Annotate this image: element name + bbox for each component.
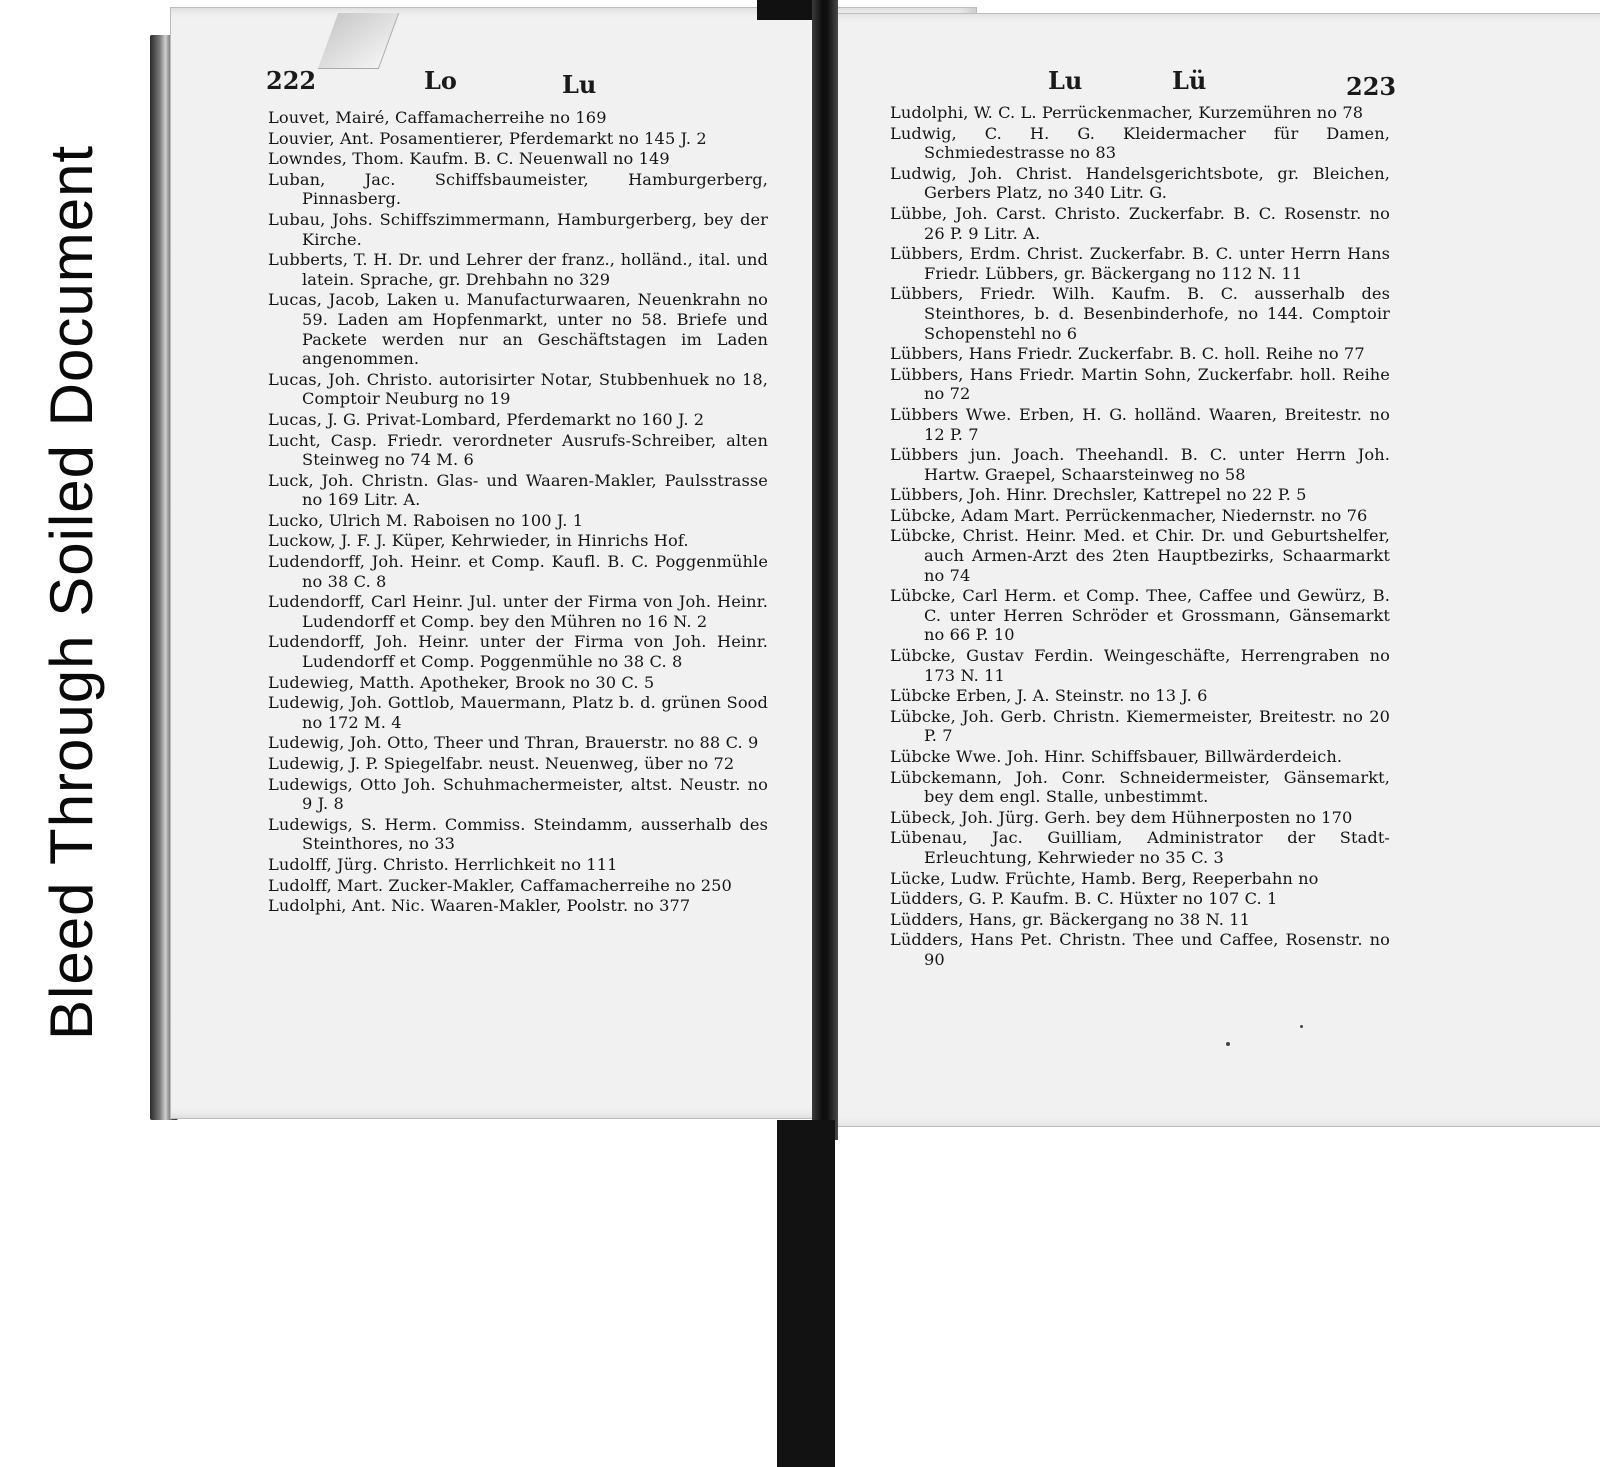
directory-entry: Lübcke, Carl Herm. et Comp. Thee, Caffee und Gewürz, B. C. unter Herren Schröder et Grossmann, Gänsemarkt no 66 P. 10 [890, 586, 1390, 645]
directory-entry: Lucas, J. G. Privat-Lombard, Pferdemarkt no 160 J. 2 [268, 409, 705, 429]
directory-entry: Lubberts, T. H. Dr. und Lehrer der franz., holländ., ital. und latein. Sprache, gr. Drehbahn no 329 [268, 250, 768, 289]
directory-entry: Lübbe, Joh. Carst. Christo. Zuckerfabr. B. C. Rosenstr. no 26 P. 9 Litr. A. [890, 203, 1390, 243]
left-entry-list [268, 108, 768, 917]
directory-entry: Lucas, Joh. Christo. autorisirter Notar, Stubbenhuek no 18, Comptoir Neuburg no 19 [268, 369, 768, 409]
directory-entry: Ludewig, J. P. Spiegelfabr. neust. Neuenweg, über no 72 [268, 754, 735, 773]
directory-entry: Lucas, Jacob, Laken u. Manufacturwaaren, Neuenkrahn no 59. Laden am Hopfenmarkt, unter no 58. Briefe und Packete werden nur an Geschäftstagen im Laden angenommen. [268, 290, 768, 369]
bookmark-ribbon [777, 1120, 835, 1467]
directory-entry: Lübcke, Adam Mart. Perrückenmacher, Niedernstr. no 76 [890, 505, 1368, 525]
directory-entry: Lübbers jun. Joach. Theehandl. B. C. unter Herrn Joh. Hartw. Graepel, Schaarsteinweg no 58 [890, 445, 1390, 484]
directory-entry: Ludolff, Mart. Zucker-Makler, Caffamacherreihe no 250 [268, 875, 732, 895]
left-heading-left: Lo [424, 66, 457, 95]
directory-entry: Ludendorff, Joh. Heinr. et Comp. Kaufl. B. C. Poggenmühle no 38 C. 8 [268, 552, 768, 591]
directory-entry: Luban, Jac. Schiffsbaumeister, Hamburgerberg, Pinnasberg. [268, 169, 768, 209]
directory-entry: Lüdders, G. P. Kaufm. B. C. Hüxter no 107 C. 1 [890, 889, 1278, 909]
directory-entry: Louvier, Ant. Posamentierer, Pferdemarkt no 145 J. 2 [268, 128, 707, 148]
directory-entry: Lucht, Casp. Friedr. verordneter Ausrufs-Schreiber, alten Steinweg no 74 M. 6 [268, 430, 768, 470]
directory-entry: Ludolphi, W. C. L. Perrückenmacher, Kurzemühren no 78 [890, 103, 1364, 122]
directory-entry: Ludewigs, S. Herm. Commiss. Steindamm, ausserhalb des Steinthores, no 33 [268, 814, 768, 854]
right-entry-list [890, 103, 1390, 971]
directory-entry: Lüdders, Hans Pet. Christn. Thee und Caffee, Rosenstr. no 90 [890, 930, 1390, 969]
directory-entry: Lübbers, Erdm. Christ. Zuckerfabr. B. C. unter Herrn Hans Friedr. Lübbers, gr. Bäckergang no 112 N. 11 [890, 244, 1390, 283]
soil-speck [1226, 1042, 1230, 1046]
directory-entry: Lucko, Ulrich M. Raboisen no 100 J. 1 [268, 510, 584, 530]
book-gutter [812, 0, 838, 1140]
directory-entry: Ludwig, C. H. G. Kleidermacher für Damen, Schmiedestrasse no 83 [890, 123, 1390, 163]
directory-entry: Lübcke Erben, J. A. Steinstr. no 13 J. 6 [890, 686, 1208, 706]
soil-speck [1300, 1025, 1303, 1028]
directory-entry: Ludewigs, Otto Joh. Schuhmachermeister, altst. Neustr. no 9 J. 8 [268, 774, 768, 814]
directory-entry: Louvet, Mairé, Caffamacherreihe no 169 [268, 108, 607, 127]
directory-entry: Lübeck, Joh. Jürg. Gerh. bey dem Hühnerposten no 170 [890, 807, 1353, 827]
directory-entry: Lübbers, Joh. Hinr. Drechsler, Kattrepel no 22 P. 5 [890, 485, 1307, 505]
directory-entry: Ludendorff, Joh. Heinr. unter der Firma von Joh. Heinr. Ludendorff et Comp. Poggenmühle no 38 C. 8 [268, 632, 768, 672]
directory-entry: Ludolphi, Ant. Nic. Waaren-Makler, Poolstr. no 377 [268, 896, 691, 916]
stamp-text: Bleed Through Soiled Document [38, 144, 105, 1040]
directory-entry: Lübcke Wwe. Joh. Hinr. Schiffsbauer, Billwärderdeich. [890, 747, 1343, 766]
directory-entry: Lübckemann, Joh. Conr. Schneidermeister, Gänsemarkt, bey dem engl. Stalle, unbestimmt. [890, 767, 1390, 807]
directory-entry: Lübbers, Hans Friedr. Martin Sohn, Zuckerfabr. holl. Reihe no 72 [890, 364, 1390, 404]
directory-entry: Luck, Joh. Christn. Glas- und Waaren-Makler, Paulsstrasse no 169 Litr. A. [268, 470, 768, 510]
directory-entry: Lücke, Ludw. Früchte, Hamb. Berg, Reeperbahn no [890, 868, 1319, 888]
directory-entry: Lubau, Johs. Schiffszimmermann, Hamburgerberg, bey der Kirche. [268, 209, 768, 249]
directory-entry: Lüdders, Hans, gr. Bäckergang no 38 N. 11 [890, 909, 1251, 929]
directory-entry: Ludwig, Joh. Christ. Handelsgerichtsbote, gr. Bleichen, Gerbers Platz, no 340 Litr. G. [890, 163, 1390, 203]
vertical-stamp [38, 30, 118, 1040]
directory-entry: Ludolff, Jürg. Christo. Herrlichkeit no 111 [268, 854, 618, 874]
right-heading-right: Lü [1172, 66, 1207, 95]
directory-entry: Lübenau, Jac. Guilliam, Administrator der Stadt-Erleuchtung, Kehrwieder no 35 C. 3 [890, 828, 1390, 867]
right-heading-left: Lu [1048, 66, 1083, 95]
left-page-number: 222 [266, 66, 317, 95]
directory-entry: Lübcke, Christ. Heinr. Med. et Chir. Dr. und Geburtshelfer, auch Armen-Arzt des 2ten Hauptbezirks, Schaarmarkt no 74 [890, 526, 1390, 585]
directory-entry: Lübbers Wwe. Erben, H. G. holländ. Waaren, Breitestr. no 12 P. 7 [890, 404, 1390, 444]
directory-entry: Ludewieg, Matth. Apotheker, Brook no 30 C. 5 [268, 672, 655, 692]
directory-entry: Lübbers, Hans Friedr. Zuckerfabr. B. C. holl. Reihe no 77 [890, 344, 1365, 364]
directory-entry: Lübcke, Joh. Gerb. Christn. Kiemermeister, Breitestr. no 20 P. 7 [890, 706, 1390, 746]
directory-entry: Ludendorff, Carl Heinr. Jul. unter der Firma von Joh. Heinr. Ludendorff et Comp. bey den Mühren no 16 N. 2 [268, 592, 768, 631]
directory-entry: Luckow, J. F. J. Küper, Kehrwieder, in Hinrichs Hof. [268, 531, 689, 551]
directory-entry: Lübbers, Friedr. Wilh. Kaufm. B. C. ausserhalb des Steinthores, b. d. Besenbinderhofe, no 144. Comptoir Schopenstehl no 6 [890, 284, 1390, 343]
right-page-number: 223 [1346, 72, 1397, 101]
left-heading-right: Lu [562, 70, 597, 99]
directory-entry: Lübcke, Gustav Ferdin. Weingeschäfte, Herrengraben no 173 N. 11 [890, 646, 1390, 685]
directory-entry: Ludewig, Joh. Gottlob, Mauermann, Platz b. d. grünen Sood no 172 M. 4 [268, 693, 768, 732]
directory-entry: Ludewig, Joh. Otto, Theer und Thran, Brauerstr. no 88 C. 9 [268, 733, 759, 753]
directory-entry: Lowndes, Thom. Kaufm. B. C. Neuenwall no 149 [268, 149, 670, 169]
